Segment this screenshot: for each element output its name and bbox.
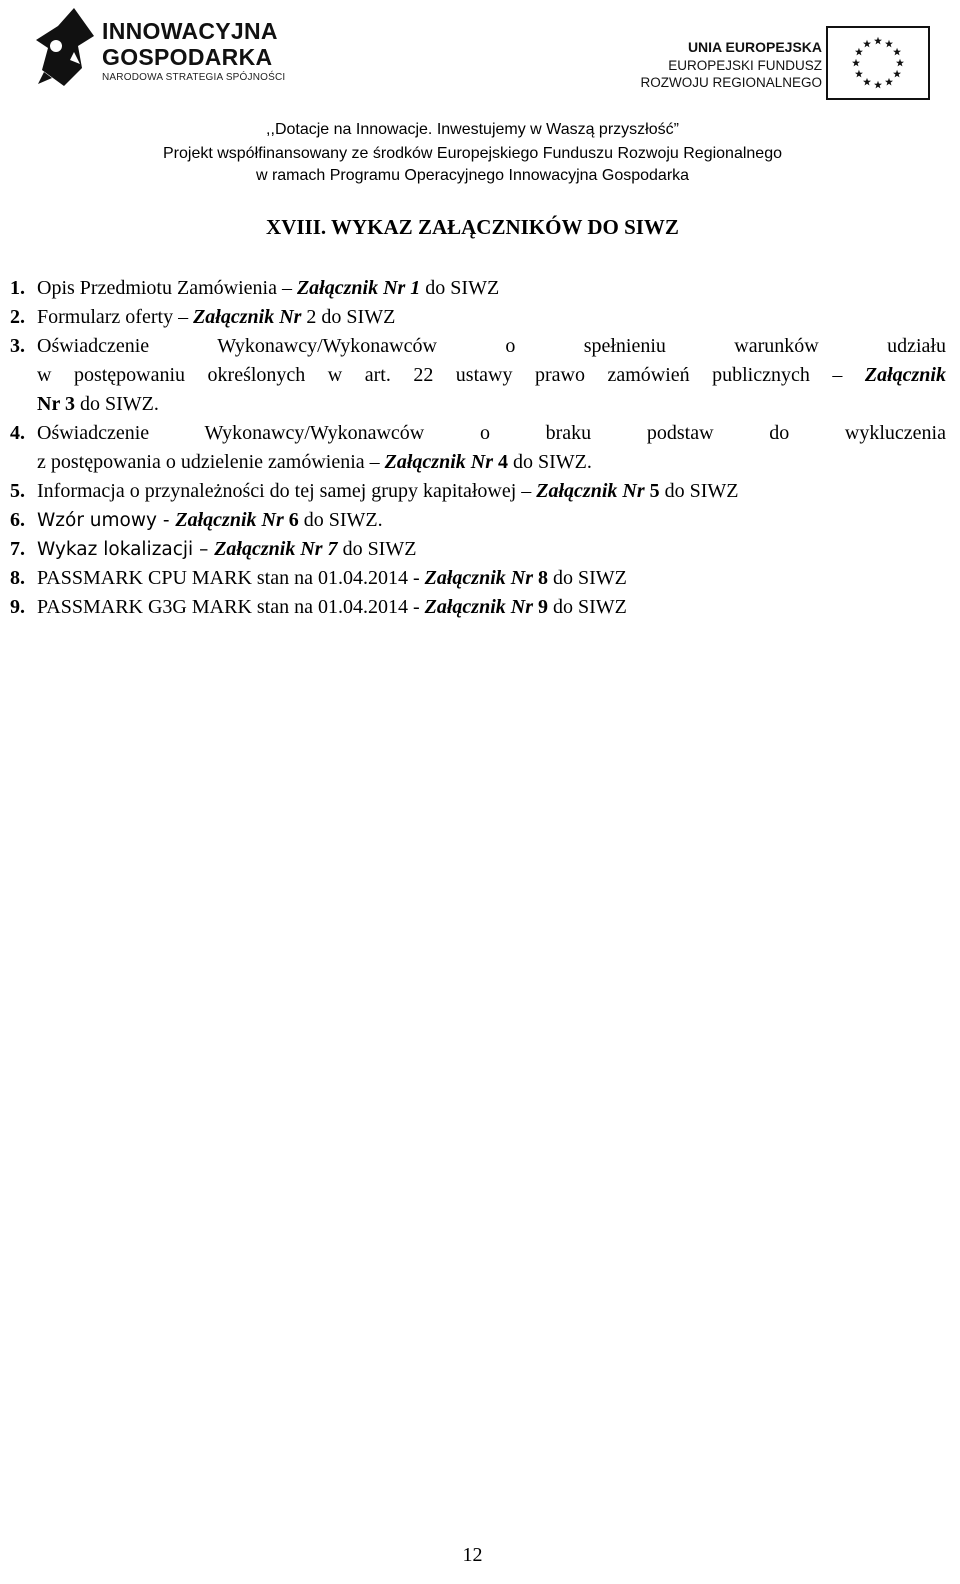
eu-star-icon bbox=[855, 70, 863, 78]
list-item bbox=[10, 303, 946, 332]
logo-right-line3: ROZWOJU REGIONALNEGO bbox=[640, 75, 822, 90]
attachment-number: Nr 3 bbox=[37, 393, 75, 415]
item-number: 7. bbox=[10, 538, 25, 560]
item-suffix: do SIWZ bbox=[547, 596, 627, 618]
item-suffix: do SIWZ bbox=[316, 306, 396, 328]
attachment-number: 2 bbox=[301, 306, 317, 328]
item-number: 1. bbox=[10, 277, 25, 299]
list-item bbox=[10, 506, 946, 535]
logo-right-line2: EUROPEJSKI FUNDUSZ bbox=[668, 58, 822, 73]
item-text: Wykaz lokalizacji – bbox=[37, 539, 215, 560]
innovative-economy-logo-icon bbox=[34, 6, 100, 88]
attachment-number: 8 bbox=[533, 567, 548, 589]
item-suffix: do SIWZ. bbox=[508, 451, 592, 473]
eu-star-icon bbox=[893, 48, 901, 56]
attachment-number: 4 bbox=[493, 451, 508, 473]
attachment-number: 5 bbox=[644, 480, 660, 502]
item-text: Informacja o przynależności do tej samej grupy kapitałowej – bbox=[37, 480, 537, 502]
item-text: PASSMARK G3G MARK stan na 01.04.2014 - bbox=[37, 596, 425, 618]
header-slogan: ,,Dotacje na Innowacje. Inwestujemy w Waszą przyszłość” bbox=[266, 121, 679, 138]
eu-star-icon bbox=[852, 59, 860, 67]
eu-star-icon bbox=[874, 81, 882, 89]
item-number: 8. bbox=[10, 567, 25, 589]
eu-star-icon bbox=[863, 40, 871, 48]
attachment-number: 6 bbox=[283, 509, 299, 531]
eu-star-icon bbox=[863, 78, 871, 86]
item-text: Formularz oferty – bbox=[37, 306, 194, 328]
list-item bbox=[10, 332, 946, 419]
page-number: 12 bbox=[462, 1544, 483, 1566]
list-item bbox=[10, 274, 946, 303]
logo-right-line1: UNIA EUROPEJSKA bbox=[687, 39, 822, 55]
attachment-ref: Załącznik Nr bbox=[424, 567, 533, 589]
attachment-ref: Załącznik bbox=[864, 364, 946, 386]
item-suffix: do SIWZ bbox=[659, 480, 739, 502]
attachment-ref: Załącznik Nr bbox=[536, 480, 645, 502]
attachment-ref: Załącznik Nr 7 bbox=[214, 538, 338, 560]
logo-left-line3: NARODOWA STRATEGIA SPÓJNOŚCI bbox=[102, 72, 286, 83]
item-text: Opis Przedmiotu Zamówienia – bbox=[37, 277, 297, 299]
item-text: PASSMARK CPU MARK stan na 01.04.2014 - bbox=[37, 567, 425, 589]
attachment-ref: Załącznik Nr bbox=[384, 451, 493, 473]
innovative-economy-logo bbox=[34, 6, 284, 90]
section-title: XVIII. WYKAZ ZAŁĄCZNIKÓW DO SIWZ bbox=[266, 215, 679, 239]
item-suffix: do SIWZ. bbox=[74, 393, 159, 415]
item-number: 9. bbox=[10, 596, 25, 618]
item-number: 6. bbox=[10, 509, 25, 531]
list-item bbox=[10, 535, 946, 564]
eu-star-icon bbox=[855, 48, 863, 56]
item-number: 3. bbox=[10, 335, 25, 357]
attachment-ref: Załącznik Nr 1 bbox=[296, 277, 421, 299]
item-number: 5. bbox=[10, 480, 25, 502]
eu-star-icon bbox=[893, 70, 901, 78]
item-suffix: do SIWZ bbox=[337, 538, 417, 560]
eu-logo bbox=[640, 26, 940, 106]
header-programme: w ramach Programu Operacyjnego Innowacyjna Gospodarka bbox=[255, 167, 690, 184]
list-item bbox=[10, 419, 946, 477]
list-item bbox=[10, 593, 946, 622]
attachments-list bbox=[10, 274, 946, 622]
item-text-line2: z postępowania o udzielenie zamówienia – bbox=[37, 451, 385, 473]
eu-star-icon bbox=[896, 59, 904, 67]
item-text-line1: Oświadczenie Wykonawcy/Wykonawców o braku podstaw do wykluczenia bbox=[37, 422, 946, 444]
item-suffix: do SIWZ bbox=[420, 277, 500, 299]
eu-star-icon bbox=[885, 78, 893, 86]
attachment-ref: Załącznik Nr bbox=[193, 306, 302, 328]
item-number: 4. bbox=[10, 422, 25, 444]
eu-flag-icon bbox=[826, 26, 930, 100]
item-suffix: do SIWZ bbox=[548, 567, 627, 589]
list-item bbox=[10, 564, 946, 593]
item-suffix: do SIWZ. bbox=[298, 509, 383, 531]
attachment-number: 9 bbox=[532, 596, 548, 618]
logo-left-line1: INNOWACYJNA bbox=[102, 18, 278, 44]
logo-left-line2: GOSPODARKA bbox=[102, 44, 273, 70]
header-cofinancing: Projekt współfinansowany ze środków Europejskiego Funduszu Rozwoju Regionalnego bbox=[162, 145, 782, 162]
item-text-line2: w postępowaniu określonych w art. 22 ustawy prawo zamówień publicznych – bbox=[37, 364, 865, 386]
list-item bbox=[10, 477, 946, 506]
item-number: 2. bbox=[10, 306, 25, 328]
item-text-line1: Oświadczenie Wykonawcy/Wykonawców o spełnieniu warunków udziału bbox=[37, 335, 946, 357]
eu-star-icon bbox=[885, 40, 893, 48]
item-text: Wzór umowy - bbox=[37, 510, 176, 531]
attachment-ref: Załącznik Nr bbox=[175, 509, 284, 531]
eu-star-icon bbox=[874, 37, 882, 45]
attachment-ref: Załącznik Nr bbox=[424, 596, 533, 618]
